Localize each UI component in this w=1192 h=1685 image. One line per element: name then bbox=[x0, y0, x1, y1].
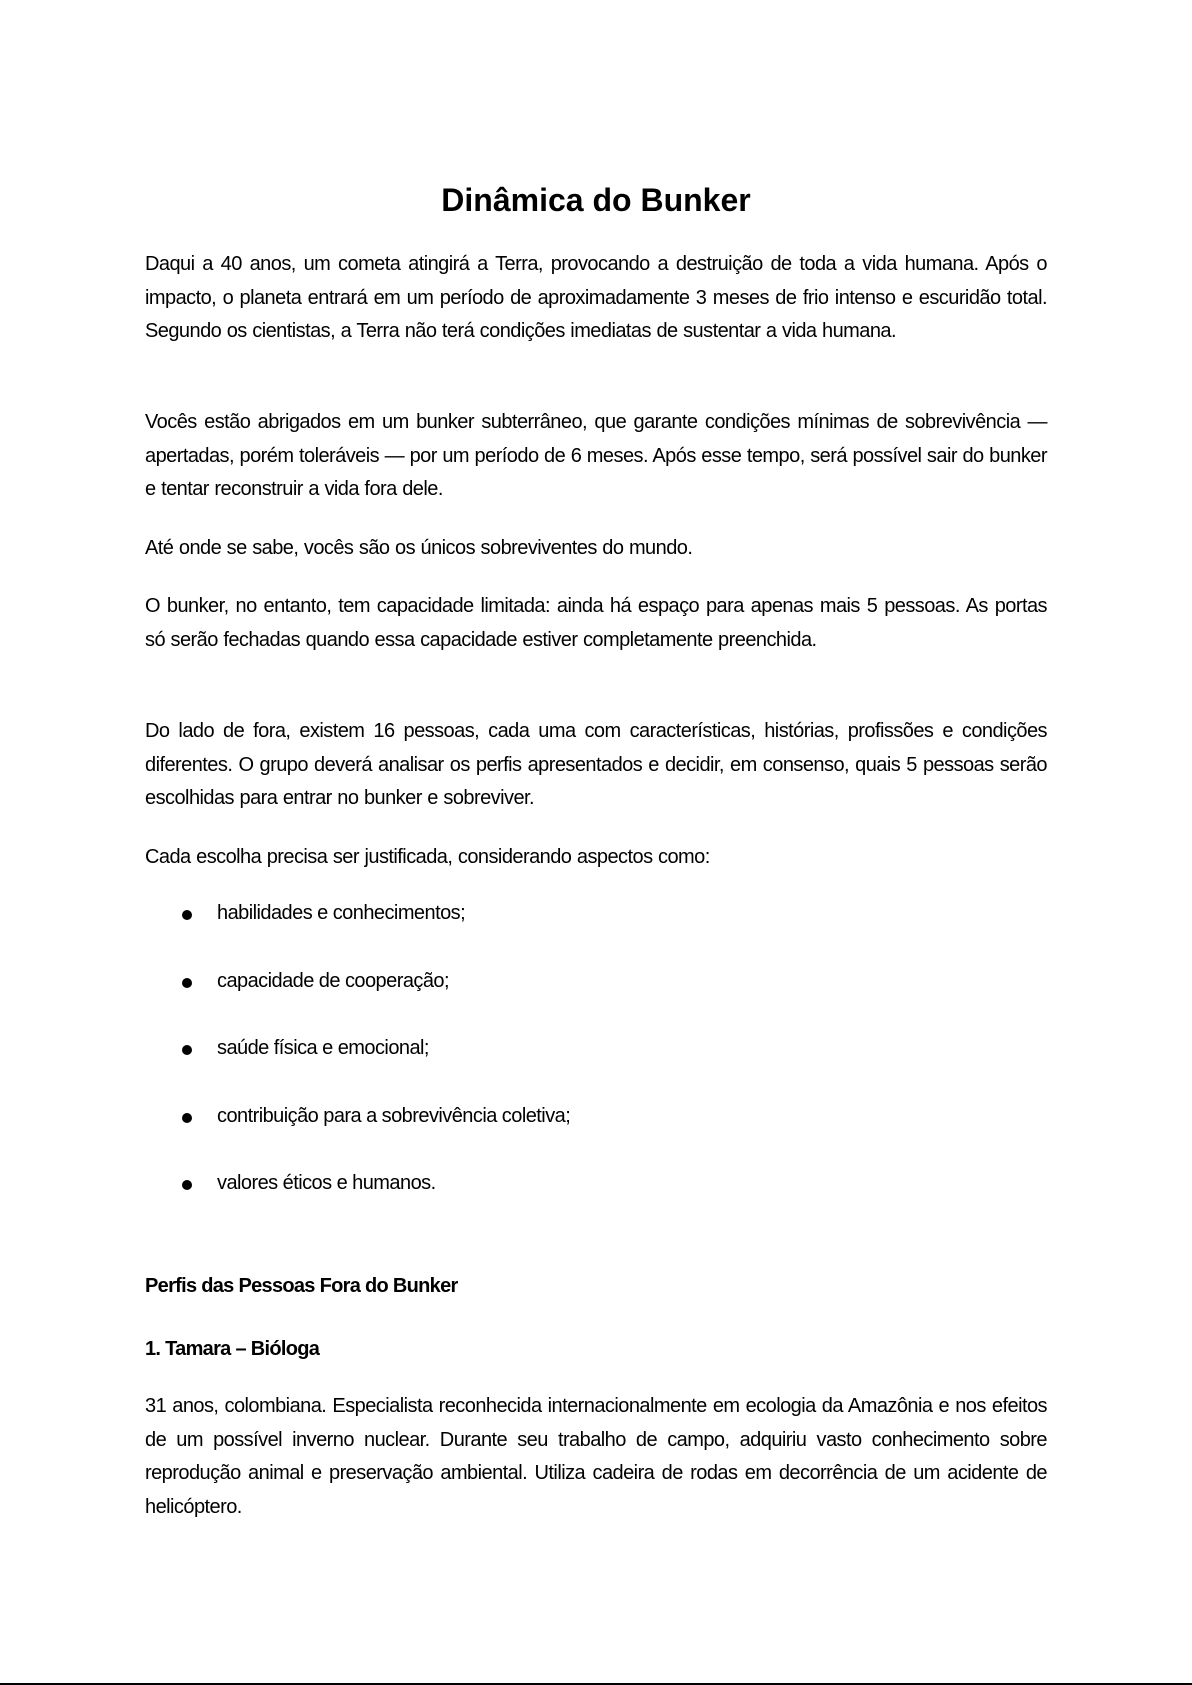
bullet-icon bbox=[182, 978, 192, 988]
bullet-icon bbox=[182, 1045, 192, 1055]
criteria-list bbox=[145, 897, 1047, 1235]
paragraph-outside-people: Do lado de fora, existem 16 pessoas, cada uma com características, histórias, profissões e condições diferentes. O grupo deverá analisar os perfis apresentados e decidir, em consenso, quais 5 pessoas serão escolhidas para entrar no bunker e sobreviver. bbox=[145, 720, 1047, 809]
list-item-text: valores éticos e humanos. bbox=[217, 1172, 436, 1194]
list-item-text: contribuição para a sobrevivência coletiva; bbox=[217, 1104, 571, 1127]
bullet-icon bbox=[182, 1180, 192, 1190]
profile-heading: 1. Tamara – Bióloga bbox=[145, 1338, 320, 1360]
list-item bbox=[145, 1167, 1047, 1235]
section-heading-profiles: Perfis das Pessoas Fora do Bunker bbox=[145, 1275, 458, 1297]
list-item-text: habilidades e conhecimentos; bbox=[217, 902, 466, 924]
bullet-icon bbox=[182, 1113, 192, 1123]
paragraph-only-survivors: Até onde se sabe, vocês são os únicos sobreviventes do mundo. bbox=[145, 537, 693, 559]
paragraph-comet-scenario: Daqui a 40 anos, um cometa atingirá a Terra, provocando a destruição de toda a vida humana. Após o impacto, o planeta entrará em um período de aproximadamente 3 meses de frio intenso e escuridão total. Segundo os cientistas, a Terra não terá condições imediatas de sustentar a vida humana. bbox=[145, 253, 1047, 342]
list-item bbox=[145, 965, 1047, 1033]
bullet-icon bbox=[182, 910, 192, 920]
list-item bbox=[145, 1032, 1047, 1100]
list-item bbox=[145, 897, 1047, 965]
paragraph-criteria-intro: Cada escolha precisa ser justificada, considerando aspectos como: bbox=[145, 846, 710, 868]
paragraph-capacity: O bunker, no entanto, tem capacidade limitada: ainda há espaço para apenas mais 5 pessoas. As portas só serão fechadas quando essa capacidade estiver completamente preenchida. bbox=[145, 595, 1047, 651]
document-title: Dinâmica do Bunker bbox=[441, 182, 751, 218]
list-item bbox=[145, 1100, 1047, 1168]
profile-description: 31 anos, colombiana. Especialista reconhecida internacionalmente em ecologia da Amazônia e nos efeitos de um possível inverno nuclear. Durante seu trabalho de campo, adquiriu vasto conhecimento sobre reprodução animal e preservação ambiental. Utiliza cadeira de rodas em decorrência de um acidente de helicóptero. bbox=[145, 1395, 1047, 1518]
paragraph-bunker-conditions: Vocês estão abrigados em um bunker subterrâneo, que garante condições mínimas de sobrevivência — apertadas, porém toleráveis — por um período de 6 meses. Após esse tempo, será possível sair do bunker e tentar reconstruir a vida fora dele. bbox=[145, 411, 1047, 500]
list-item-text: capacidade de cooperação; bbox=[217, 969, 449, 992]
list-item-text: saúde física e emocional; bbox=[217, 1037, 429, 1059]
